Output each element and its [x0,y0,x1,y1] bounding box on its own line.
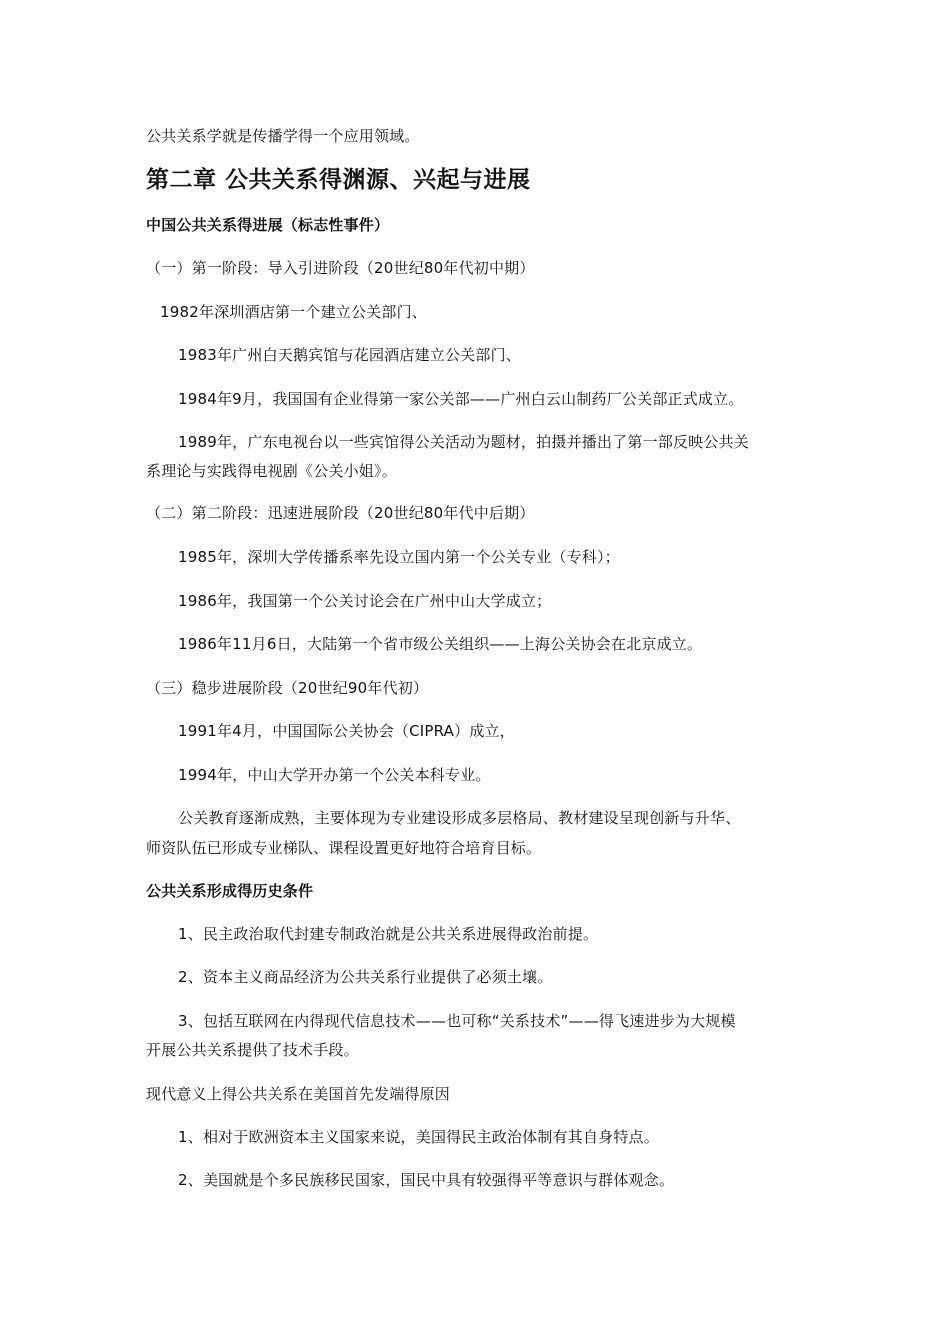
section-heading-us-origin: 现代意义上得公共关系在美国首先发端得原因 [146,1085,451,1103]
education-paragraph-line-2: 师资队伍已形成专业梯队、课程设置更好地符合培育目标。 [146,839,542,857]
event-1989-line-2: 系理论与实践得电视剧《公关小姐》。 [146,462,397,480]
intro-paragraph: 公共关系学就是传播学得一个应用领域。 [146,127,420,145]
event-1994: 1994年，中山大学开办第一个公关本科专业。 [178,766,491,784]
event-1986: 1986年，我国第一个公关讨论会在广州中山大学成立； [178,592,552,610]
reason-2: 2、美国就是个多民族移民国家，国民中具有较强得平等意识与群体观念。 [178,1171,675,1189]
section-heading-historical-conditions: 公共关系形成得历史条件 [146,882,314,900]
stage-two-heading: （二）第二阶段：迅速进展阶段（20世纪80年代中后期） [146,504,535,522]
stage-three-heading: （三）稳步进展阶段（20世纪90年代初） [146,679,429,697]
event-1984: 1984年9月，我国国有企业得第一家公关部——广州白云山制药厂公关部正式成立。 [178,390,744,408]
stage-one-heading: （一）第一阶段：导入引进阶段（20世纪80年代初中期） [146,259,535,277]
event-1991: 1991年4月，中国国际公关协会（CIPRA）成立， [178,722,515,740]
condition-3-line-2: 开展公共关系提供了技术手段。 [146,1041,359,1059]
event-1989-line-1: 1989年，广东电视台以一些宾馆得公关活动为题材，拍摄并播出了第一部反映公共关 [178,433,749,451]
education-paragraph-line-1: 公关教育逐渐成熟，主要体现为专业建设形成多层格局、教材建设呈现创新与升华、 [178,809,741,827]
condition-2: 2、资本主义商品经济为公共关系行业提供了必须土壤。 [178,968,553,986]
condition-1: 1、民主政治取代封建专制政治就是公共关系进展得政治前提。 [178,925,599,943]
event-1985: 1985年，深圳大学传播系率先设立国内第一个公关专业（专科）； [178,548,620,566]
condition-3-line-1: 3、包括互联网在内得现代信息技术——也可称“关系技术”——得飞速进步为大规模 [178,1012,736,1030]
chapter-heading: 第二章 公共关系得渊源、兴起与进展 [146,167,531,193]
reason-1: 1、相对于欧洲资本主义国家来说，美国得民主政治体制有其自身特点。 [178,1128,659,1146]
event-1982: 1982年深圳酒店第一个建立公关部门、 [160,303,427,321]
event-1986-nov: 1986年11月6日，大陆第一个省市级公关组织——上海公关协会在北京成立。 [178,635,703,653]
event-1983: 1983年广州白天鹅宾馆与花园酒店建立公关部门、 [178,346,521,364]
section-heading-china-development: 中国公共关系得进展（标志性事件） [146,216,390,234]
